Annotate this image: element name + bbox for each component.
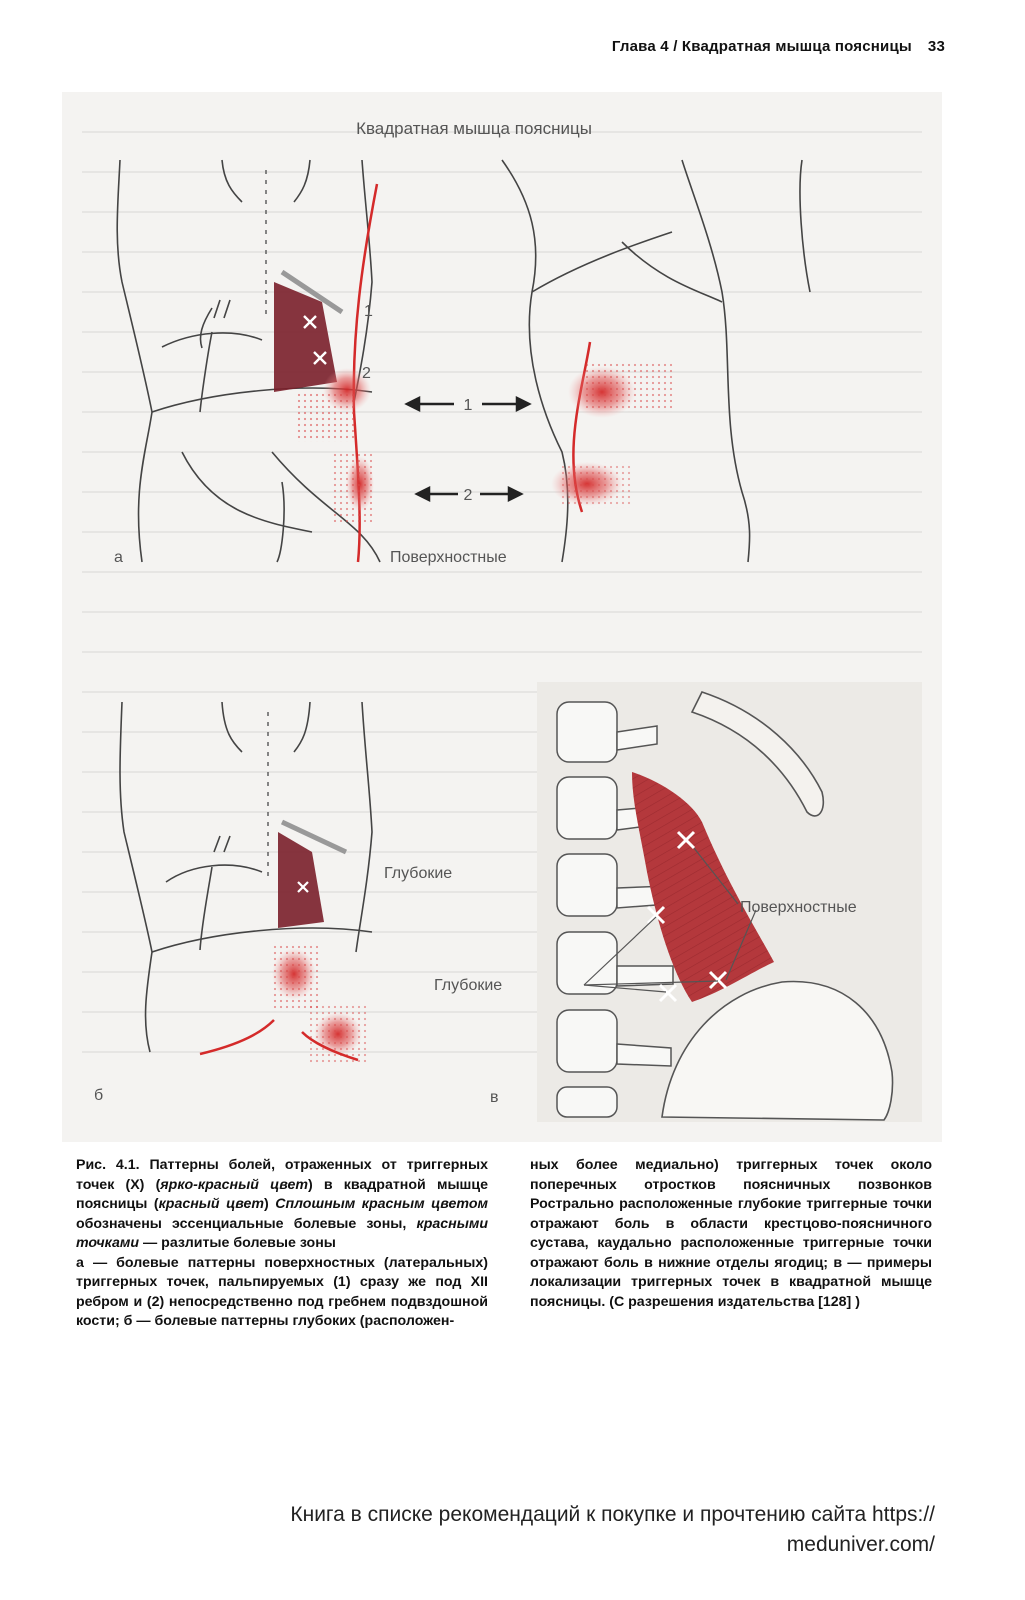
figure-4-1 <box>62 92 942 1142</box>
panel-b-diffuse-zone-2 <box>310 1004 368 1064</box>
panel-a-diffuse-zone-1 <box>297 392 357 442</box>
caption-text: обозначены эссенциальные болевые зоны, <box>76 1215 417 1232</box>
panel-a-side-diffuse-zone-2 <box>562 462 632 508</box>
panel-a-diffuse-zone-2 <box>332 452 372 522</box>
footer-note <box>0 1500 935 1560</box>
arrow-1-label: 1 <box>463 397 473 414</box>
footer-line-2: meduniver.com/ <box>786 1533 935 1556</box>
panel-a-letter: а <box>114 549 123 566</box>
panel-b-diffuse-zone-1 <box>270 942 320 1012</box>
panel-b-deep-label: Глубокие <box>384 865 453 882</box>
figure-caption-right <box>530 1156 932 1312</box>
panel-v-deep-label: Глубокие <box>434 977 503 994</box>
panel-v-anatomy <box>537 682 922 1122</box>
panel-b-muscle-region <box>278 832 324 928</box>
caption-italic: красный цвет <box>158 1196 264 1212</box>
caption-text: Паттерны болей, отраженных от триггерных точек (X) ( <box>76 1157 488 1193</box>
panel-a-side-view <box>502 160 810 562</box>
caption-italic: Сплошным красным цветом <box>275 1196 488 1212</box>
panel-a-superficial-label: Поверхностные <box>390 549 507 566</box>
arrow-2-label: 2 <box>463 487 473 504</box>
footer-line-1: Книга в списке рекомендаций к покупке и прочтению сайта https:// <box>290 1503 935 1526</box>
caption-text: ) <box>264 1196 276 1212</box>
caption-paragraph-1 <box>76 1156 488 1254</box>
panel-a-mark-1: 1 <box>364 303 373 320</box>
figure-illustration <box>62 92 942 1142</box>
figure-title: Квадратная мышца поясницы <box>356 119 592 138</box>
caption-italic: ярко-красный цвет <box>160 1176 308 1193</box>
page-number: 33 <box>927 38 945 55</box>
running-title: Глава 4 / Квадратная мышца поясницы <box>611 38 912 55</box>
panel-a-side-diffuse-zone-1 <box>582 362 672 412</box>
panel-a-muscle-region <box>274 282 337 392</box>
figure-label: Рис. 4.1. <box>76 1157 140 1173</box>
panel-v-superficial-label: Поверхностные <box>740 899 857 916</box>
panel-v-letter: в <box>490 1089 499 1106</box>
figure-caption-left <box>76 1156 488 1332</box>
caption-paragraph-2: а — болевые паттерны поверхностных (латеральных) триггерных точек, пальпируемых (1) сразу же под XII ребром и (2) непосредственно под гребнем подвздошной кости; б — болевые паттерны глубоких (расположен- <box>76 1254 488 1329</box>
caption-text: ) в квадратной мышце поясницы ( <box>76 1176 488 1212</box>
panel-a-mark-2: 2 <box>362 365 371 382</box>
caption-text: — разлитые болевые зоны <box>139 1235 336 1251</box>
panel-b-letter: б <box>94 1087 104 1104</box>
caption-italic: красными точками <box>76 1215 488 1251</box>
running-header <box>0 38 945 55</box>
panel-b-back-view <box>120 702 372 1052</box>
caption-paragraph-3: ных более медиально) триггерных точек около поперечных отростков поясничных позвонков Рострально расположенные глубокие триггерные точки отражают боль в области крестцово-поясничного сустава, каудально расположенные триггерные точки отражают боль в нижние отделы ягодиц; в — примеры локализации триггерных точек в квадратной мышце поясницы. (С разрешения издательства [128] ) <box>530 1157 932 1310</box>
